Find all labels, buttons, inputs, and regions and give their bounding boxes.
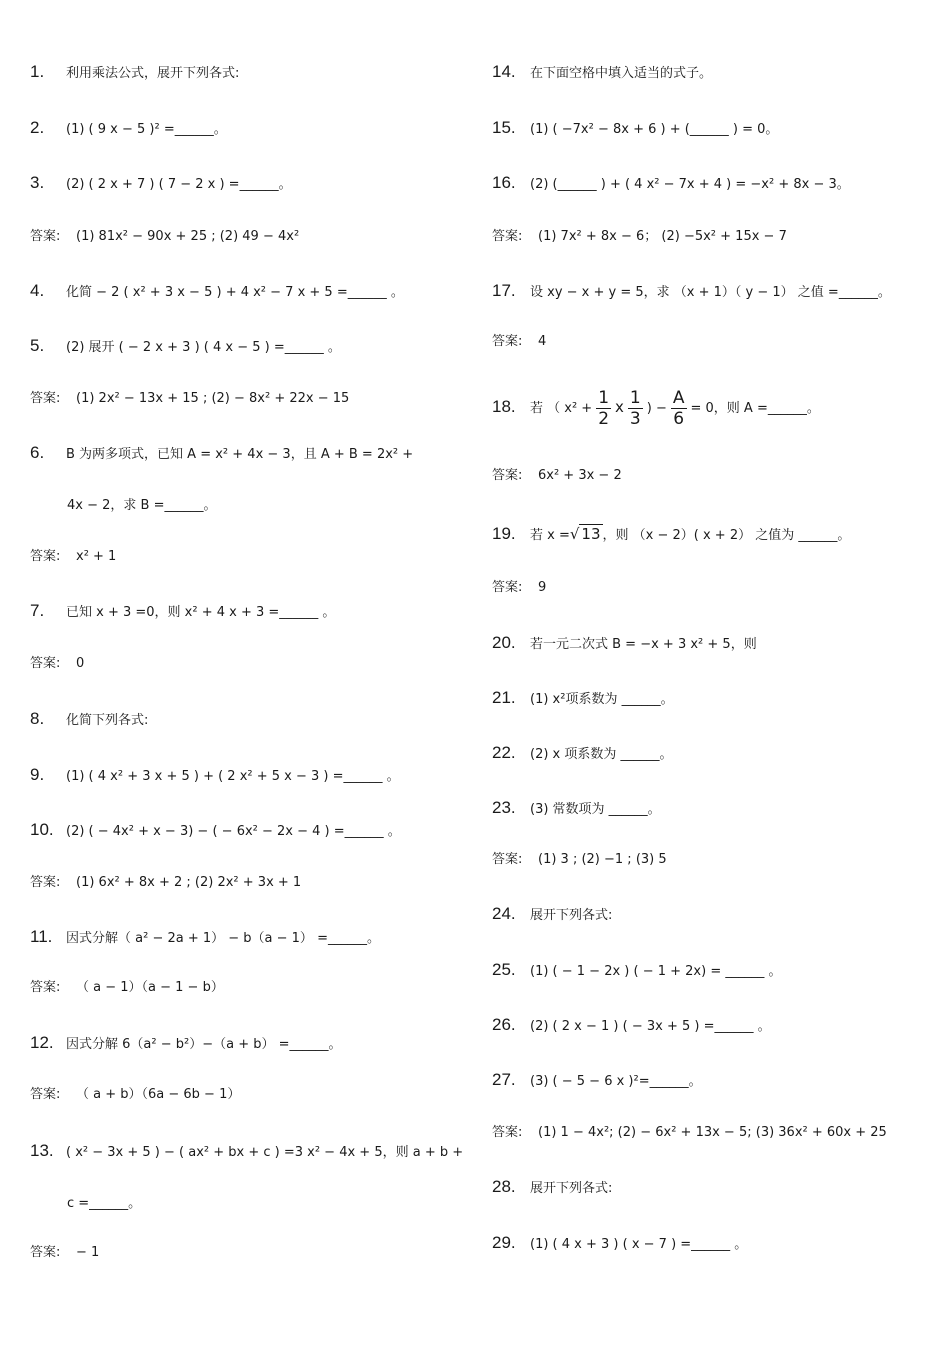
answer-text: x² + 1 [76,549,117,564]
answer-text: 4 [538,334,547,349]
answer-6 [30,979,224,997]
answer-label: 答案: [30,656,61,671]
question-26 [492,1016,771,1036]
question-number: 16. [492,173,516,192]
answer-11 [492,467,622,485]
question-number: 24. [492,904,516,923]
question-text: 因式分解（ a² − 2a + 1） − b（a − 1） =______。 [66,931,380,946]
question-number: 26. [492,1015,516,1034]
question-number: 13. [30,1141,54,1160]
answer-label: 答案: [492,229,523,244]
question-text-tail: = 0，则 A =______。 [690,401,820,416]
question-number: 14. [492,62,516,81]
question-text: 展开下列各式: [530,908,613,923]
question-number: 21. [492,688,516,707]
question-number: 25. [492,960,516,979]
fraction-numerator: 1 [598,388,610,408]
question-text: 因式分解 6（a² − b²）−（a + b） =______。 [66,1037,342,1052]
question-number: 15. [492,118,516,137]
question-number: 4. [30,281,45,300]
question-text: (2) (______ ) + ( 4 x² − 7x + 4 ) = −x² + 8x − 3。 [530,177,850,192]
question-1 [30,63,239,83]
radical-sign-icon: √ [569,525,580,543]
question-number: 11. [30,927,53,946]
answer-text: (1) 6x² + 8x + 2 ; (2) 2x² + 3x + 1 [76,875,302,890]
radicand: 13 [581,525,601,543]
question-text: (2) ( 2 x − 1 ) ( − 3x + 5 ) =______ 。 [530,1019,771,1034]
answer-9 [492,228,787,246]
question-27 [492,1071,702,1091]
fraction-one-half [596,388,611,429]
question-text: 若 （ x² + [530,401,593,416]
question-text: 已知 x + 3 =0，则 x² + 4 x + 3 =______ 。 [66,605,336,620]
answer-text: (1) 3 ; (2) −1 ; (3) 5 [538,852,667,867]
question-text: (3) ( − 5 − 6 x )²=______。 [530,1074,702,1089]
question-24 [492,905,612,925]
question-text: B 为两多项式，已知 A = x² + 4x − 3，且 A + B = 2x² + [66,447,414,462]
question-text: (1) x²项系数为 ______。 [530,692,674,707]
question-17 [492,282,891,302]
question-text: 化简下列各式: [66,713,149,728]
answer-text: (1) 1 − 4x²; (2) − 6x² + 13x − 5; (3) 36x² + 60x + 25 [538,1125,887,1140]
answer-text: (1) 81x² − 90x + 25 ; (2) 49 − 4x² [76,229,300,244]
closing-paren: ) − [646,401,667,416]
question-29 [492,1234,747,1254]
question-11 [30,928,380,948]
fraction-denominator: 6 [673,409,685,429]
question-number: 19. [492,524,516,543]
question-2 [30,119,227,139]
answer-label: 答案: [30,980,61,995]
question-number: 27. [492,1070,516,1089]
question-number: 29. [492,1233,516,1252]
answer-text: 0 [76,656,85,671]
answer-text: （ a − 1）（a − 1 − b） [76,980,224,995]
answer-label: 答案: [30,391,61,406]
question-14 [492,63,712,83]
question-28 [492,1178,612,1198]
question-text: (2) ( − 4x² + x − 3) − ( − 6x² − 2x − 4 ) =______ 。 [66,824,401,839]
question-text-tail: ，则 （x − 2）( x + 2） 之值为 ______。 [602,528,851,543]
question-text: (1) ( 4 x² + 3 x + 5 ) + ( 2 x² + 5 x − 3 ) =______ 。 [66,769,400,784]
question-number: 1. [30,62,45,81]
question-text: (2) x 项系数为 ______。 [530,747,673,762]
fraction-one-third [628,388,643,429]
question-text: ( x² − 3x + 5 ) − ( ax² + bx + c ) =3 x² − 4x + 5，则 a + b + [66,1145,464,1160]
question-text: 利用乘法公式，展开下列各式: [66,66,240,81]
question-text: (2) 展开 ( − 2 x + 3 ) ( 4 x − 5 ) =______ 。 [66,340,341,355]
question-20 [492,634,757,654]
question-number: 22. [492,743,516,762]
question-23 [492,799,661,819]
answer-label: 答案: [30,875,61,890]
answer-label: 答案: [30,229,61,244]
question-text: (3) 常数项为 ______。 [530,802,661,817]
question-12 [30,1034,342,1054]
question-8 [30,710,148,730]
answer-text: − 1 [76,1245,100,1260]
question-22 [492,744,673,764]
question-19 [492,525,850,545]
question-number: 9. [30,765,45,784]
question-text: 展开下列各式: [530,1181,613,1196]
answer-text: (1) 7x² + 8x − 6； (2) −5x² + 15x − 7 [538,229,787,244]
answer-2 [30,390,349,408]
question-number: 6. [30,443,45,462]
fraction-numerator: 1 [629,388,641,408]
question-13-continued [30,1195,141,1213]
answer-12 [492,579,546,597]
variable-x: x [615,398,624,416]
question-text: (2) ( 2 x + 7 ) ( 7 − 2 x ) =______。 [66,177,292,192]
question-text: 若一元二次式 B = −x + 3 x² + 5，则 [530,637,757,652]
question-4 [30,282,404,302]
question-number: 12. [30,1033,54,1052]
answer-text: 9 [538,580,547,595]
question-25 [492,961,782,981]
question-number: 20. [492,633,516,652]
answer-label: 答案: [30,1087,61,1102]
question-text: (1) ( − 1 − 2x ) ( − 1 + 2x) = ______ 。 [530,964,782,979]
question-13 [30,1142,463,1162]
question-number: 8. [30,709,45,728]
answer-14 [492,1124,887,1142]
question-6 [30,444,413,464]
question-5 [30,337,341,357]
question-21 [492,689,674,709]
answer-7 [30,1086,240,1104]
question-text: 设 xy − x + y = 5，求 （x + 1）（ y − 1） 之值 =______。 [530,285,891,300]
question-number: 7. [30,601,45,620]
question-number: 28. [492,1177,516,1196]
question-text: (1) ( 9 x − 5 )² =______。 [66,122,227,137]
question-text: 化简 − 2 ( x² + 3 x − 5 ) + 4 x² − 7 x + 5 =______ 。 [66,285,404,300]
question-text: 在下面空格中填入适当的式子。 [530,66,713,81]
question-number: 3. [30,173,45,192]
question-number: 10. [30,820,54,839]
question-9 [30,766,400,786]
question-text: (1) ( −7x² − 8x + 6 ) + (______ ) = 0。 [530,122,779,137]
question-number: 17. [492,281,516,300]
question-number: 18. [492,397,516,416]
question-text: 若 x = [530,528,570,543]
question-7 [30,602,335,622]
answer-text: 6x² + 3x − 2 [538,468,622,483]
question-number: 23. [492,798,516,817]
fraction-numerator: A [672,388,685,408]
question-text: 4x − 2，求 B =______。 [67,498,217,513]
question-6-continued [30,497,216,515]
question-number: 2. [30,118,45,137]
answer-text: (1) 2x² − 13x + 15 ; (2) − 8x² + 22x − 15 [76,391,350,406]
fraction-denominator: 2 [598,409,610,429]
question-15 [492,119,778,139]
question-16 [492,174,850,194]
question-10 [30,821,401,841]
answer-label: 答案: [30,1245,61,1260]
answer-label: 答案: [30,549,61,564]
answer-5 [30,874,301,892]
question-18 [492,388,820,429]
answer-4 [30,655,84,673]
answer-label: 答案: [492,852,523,867]
question-3 [30,174,292,194]
answer-label: 答案: [492,334,523,349]
answer-8 [30,1244,99,1262]
square-root [570,524,603,543]
answer-text: （ a + b）（6a − 6b − 1） [76,1087,241,1102]
answer-1 [30,228,299,246]
question-number: 5. [30,336,45,355]
answer-13 [492,851,667,869]
fraction-a-sixth [671,388,687,429]
question-text: (1) ( 4 x + 3 ) ( x − 7 ) =______ 。 [530,1237,748,1252]
answer-label: 答案: [492,1125,523,1140]
question-text: c =______。 [67,1196,142,1211]
answer-10 [492,333,546,351]
answer-3 [30,548,116,566]
fraction-denominator: 3 [629,409,641,429]
answer-label: 答案: [492,468,523,483]
answer-label: 答案: [492,580,523,595]
